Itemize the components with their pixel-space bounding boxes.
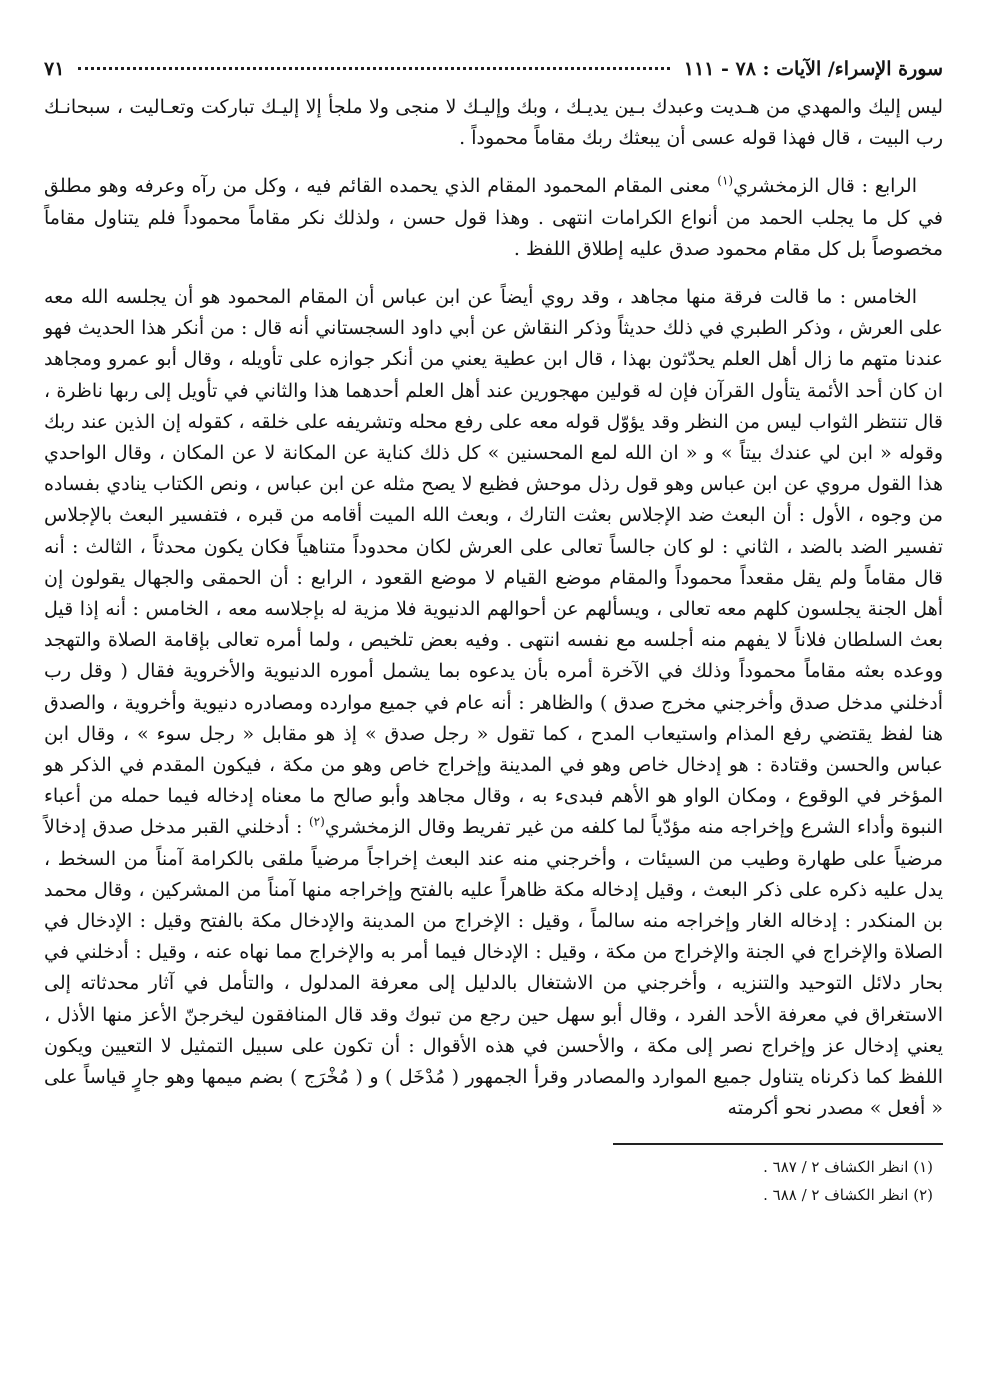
page-number: ٧١ bbox=[44, 58, 65, 80]
footnotes bbox=[44, 1153, 943, 1209]
running-head-title: سورة الإسراء/ الآيات : ٧٨ - ١١١ bbox=[683, 58, 943, 80]
footnote-2: (٢) انظر الكشاف ٢ / ٦٨٨ . bbox=[763, 1185, 933, 1204]
footnote-1: (١) انظر الكشاف ٢ / ٦٨٧ . bbox=[763, 1157, 933, 1176]
footnote-ref-2[interactable]: (٢) bbox=[308, 815, 325, 830]
paragraph-2-body: معنى المقام المحمود المقام الذي يحمده القائم فيه ، وكل من رآه وعرفه وهو مطلق في كل ما يجلب الحمد من أنواع الكرامات انتهى . وهذا قول حسن ، ولذلك نكر مقاماً محموداً فلم يتناول مقاماً مخصوصاً بل كل مقام محمود صدق عليه إطلاق اللفظ . bbox=[44, 175, 943, 260]
paragraph-3-body: الخامس : ما قالت فرقة منها مجاهد ، وقد روي أيضاً عن ابن عباس أن المقام المحمود هو أن يجلسه الله معه على العرش ، وذكر الطبري في ذلك حديثاً وذكر النقاش عن أبي داود السجستاني أنه قال : من أنكر هذا الحديث فهو عندنا متهم ما زال أهل العلم يحدّثون بهذا ، قال ابن عطية يعني من أنكر جوازه على تأويله ، وقال أبو عمرو ومجاهد ان كان أحد الأئمة يتأول القرآن فإن له قولين مهجورين عند أهل العلم أحدهما هذا والثاني في تأويل إلى ربها ناظرة ، قال تنتظر الثواب ليس من النظر وقد يؤوّل قوله معه على رفع محله وتشريفه على خلقه ، كقوله إن الذين عند ربك وقوله « ابن لي عندك بيتاً » و « ان الله لمع المحسنين » كل ذلك كناية عن المكانة لا عن المكان ، وقال الواحدي هذا القول مروي عن ابن عباس وهو قول رذل موحش فظيع لا يصح مثله عن ابن عباس ، ونص الكتاب ينادي بفساده من وجوه ، الأول : أن البعث ضد الإجلاس بعثت التارك ، وبعث الله الميت أقامه من قبره ، فتفسير البعث بالإجلاس تفسير الضد بالضد ، الثاني : لو كان جالساً تعالى على العرش لكان محدوداً متناهياً فكان يكون محدثاً ، الثالث : أنه قال مقاماً ولم يقل مقعداً محموداً والمقام موضع القيام لا موضع القعود ، الرابع : أن الحمقى والجهال يقولون إن أهل الجنة يجلسون كلهم معه تعالى ، ويسألهم عن أحوالهم الدنيوية فلا مزية له بإجلاسه معه ، الخامس : أنه إذا قيل بعث السلطان فلاناً لا يفهم منه أجلسه مع نفسه انتهى . وفيه بعض تلخيص ، ولما أمره تعالى بإقامة الصلاة والتهجد ووعده بعثه مقاماً محموداً وذلك في الآخرة أمره بأن يدعوه بما يشمل أموره الدنيوية والأخروية فقال ( وقل رب أدخلني مدخل صدق وأخرجني مخرج صدق ) والظاهر : أنه عام في جميع موارده ومصادره دنيوية وأخروية ، والصدق هنا لفظ يقتضي رفع المذام واستيعاب المدح ، كما تقول « رجل صدق » إذ هو مقابل « رجل سوء » ، وقال ابن عباس والحسن وقتادة : هو إدخال خاص وهو في المدينة وإخراج خاص وهو من مكة ، فيكون المقدم في الذكر هو المؤخر في الوقوع ، ومكان الواو هو الأهم فبدىء به ، وقال مجاهد وأبو صالح ما معناه إدخاله فيما حمله من أعباء النبوة وأداء الشرع وإخراجه منه مؤدّياً لما كلفه من غير تفريط وقال الزمخشري bbox=[44, 286, 943, 839]
paragraph-3-tail: : أدخلني القبر مدخل صدق إدخالاً مرضياً على طهارة وطيب من السيئات ، وأخرجني منه عند البعث إخراجاً مرضياً ملقى بالكرامة آمناً من السخط ، يدل عليه ذكره على ذكر البعث ، وقيل إدخاله مكة ظاهراً عليه بالفتح وإخراجه منها آمناً من المشركين ، وقال محمد بن المنكدر : إدخاله الغار وإخراجه منه سالماً ، وقيل : الإخراج من المدينة والإدخال مكة بالفتح وقيل : الإدخال في الصلاة والإخراج في الجنة والإخراج من مكة ، وقيل : الإدخال فيما أمر به والإخراج مما نهاه عنه ، وقيل : أدخلني في بحار دلائل التوحيد والتنزيه ، وأخرجني من الاشتغال بالدليل إلى معرفة المدلول ، والتأمل في آثار محدثاته إلى الاستغراق في معرفة الأحد الفرد ، وقال أبو سهل حين رجع من تبوك وقد قال المنافقون ليخرجنّ الأعز منها الأذل ، يعني إدخال عز وإخراج نصر إلى مكة ، والأحسن في هذه الأقوال : أن تكون على سبيل التمثيل لا التعيين ويكون اللفظ كما ذكرناه يتناول جميع الموارد والمصادر وقرأ الجمهور ( مُدْخَل ) و ( مُخْرَج ) بضم ميمها وهو جارٍ قياساً على « أفعل » مصدر نحو أكرمته bbox=[44, 816, 943, 1120]
dotted-leader bbox=[78, 67, 669, 70]
paragraph-2-lead: الرابع : قال الزمخشري bbox=[733, 175, 917, 198]
paragraph-1: ليس إليك والمهدي من هـديت وعبدك بـين يديـك ، وبك وإليـك لا منجى ولا ملجأ إلا إليـك تباركت وتعـاليت ، سبحانـك رب البيت ، قال فهذا قوله عسى أن يبعثك ربك مقاماً محموداً . bbox=[44, 96, 943, 150]
footnote-ref-1[interactable]: (١) bbox=[717, 174, 734, 189]
body-text bbox=[44, 92, 943, 1125]
paragraph-3 bbox=[44, 282, 943, 1124]
footnote-rule bbox=[613, 1143, 943, 1145]
paragraph-2 bbox=[44, 171, 943, 265]
running-head bbox=[44, 58, 943, 92]
